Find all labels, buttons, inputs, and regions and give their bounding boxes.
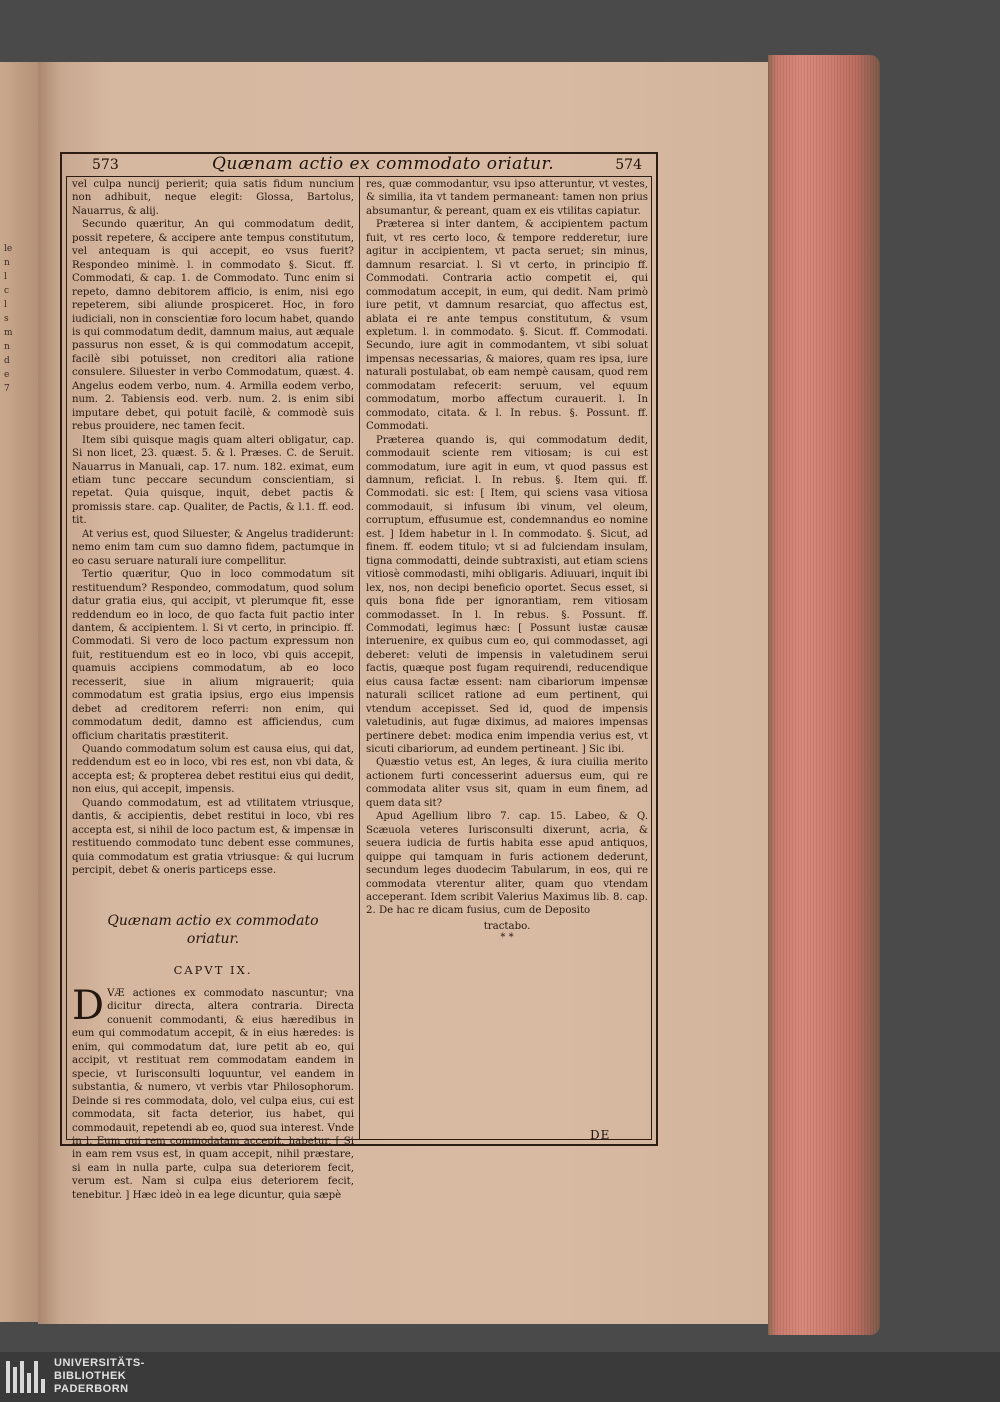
previous-page-text-fragment: le n l c l s m n d e 7 [4,244,13,394]
paragraph: Præterea quando is, qui commodatum dedit, commodauit sciente rem vitiosam; is cui est commodatum, iure agit in eum, vt quod passus est damnum, reficiat. l. In rebus. §. Item qui. ff. Commodati. sic est: [ Item, qui sciens vasa vitiosa commodauit, si infusum ibi vinum, vel oleum, corruptum, effusumue est, condemnandus eo nomine est. ] Idem habetur in l. In commodato. §. Sicut, ad finem. ff. eodem titulo; vt si ad fulciendam insulam, tigna commodatti, deinde subtraxisti, aut etiam sciens vitiosè commodasti, mihi obligaris. Adiuuari, inquit ibi lex, nos, non decipi beneficio oportet. Secus esset, si quis bona fide per ignorantiam, rem vitiosam commodasset. In l. In rebus. §. Possunt. ff. Commodati, legimus hæc: [ Possunt iustæ causæ interuenire, ex quibus cum eo, qui commodasset, agi deberet: veluti de impensis in valetudinem serui factis, quæque post fugam requirendi, reducendique eius causa factæ essent: nam cibariorum impensæ naturali scilicet ratione ad eum pertinent, qui vtendum accepisset. Sed id, quod de impensis valetudinis, aut fugæ diximus, ad maiores impensas pertinere debet: modica enim impendia verius est, vt sicuti cibariorum, ad eundem pertineant. ] Sic ibi. [366,434,648,756]
drop-cap: D [72,983,105,1030]
catchword: DE [590,1128,611,1142]
column-rule [359,176,360,1140]
paragraph: Quæstio vetus est, An leges, & iura ciuilia merito actionem furti concesserint aduersus eum, qui re commodata aliter vsus sit, quam in eum finem, ad quem data sit? [366,757,648,809]
paragraph: Item sibi quisque magis quam alteri obligatur, cap. Si non licet, 23. quæst. 5. & l. Præses. C. de Seruit. Nauarrus in Manuali, cap. 17. num. 182. eximat, eum etiam tunc peccare secundum conscientiam, si repetat. Quia quisque, inquit, debet pactis & promissis stare. cap. Qualiter, de Pactis, & l.1. ff. eod. tit. [72,434,354,527]
running-title: Quænam actio ex commodato oriatur. [212,154,555,174]
chapter-first-paragraph-text: VÆ actiones ex commodato nascuntur; vna dicitur directa, altera contraria. Directa conuenit commodanti, & eius hæredibus in eum qui commodatum accepit, & in eius hæredes: is enim, qui commodatum dat, iure petit ab eo, qui accipit, vt restituat rem commodatam eandem in specie, vt Iurisconsulti loquuntur, vel eandem in substantia, & numero, vt verbis vtar Philosophorum. Deinde si res commodata, dolo, vel culpa eius, cui est commodata, sit facta deterior, ius habet, qui commodauit, repetendi ab eo, quod sua interest. Vnde in l. Eum qui rem commodatam accepit, habetur, [ Si in eam rem vsus est, in quam accepit, nihil præstare, si eam in nulla parte, culpa sua deteriorem fecit, verum est. Nam si culpa eius deteriorem fecit, tenebitur. ] Hæc ideò in ea lege dicuntur, quia sæpè [72,988,354,1201]
logo-line: UNIVERSITÄTS- [54,1357,145,1369]
page-number-right: 574 [615,157,642,173]
chapter-title-line: Quænam actio ex commodato [107,912,319,929]
closing-word: tractabo. [483,920,531,932]
paragraph: Præterea si inter dantem, & accipientem pactum fuit, vt res certo loco, & tempore redderetur, iure agitur in accipientem, vt pacta seruet; sin minus, damnum resarciat. l. Si vt certo, in principio ff. Commodati. Contraria actio competit ei, qui commodatum accepit, in eum, qui dedit. Nam primò iure petit, vt damnum resarciat, quo affectus est, ablata ei re ante tempus constitutum, & vsum expletum. l. in commodato. §. Sicut. ff. Commodati. Secundo, iure agit in commodantem, vt sibi soluat impensas necessarias, & maiores, quam res ipsa, iure naturali postulabat, ob eam nempè causam, quod rem commodatam refecerit: seruum, vel equum commodatum, morbo affectum curauerit. l. In commodato, citata. & l. In rebus. §. Possunt. ff. Commodati. [366,219,648,433]
paragraph: vel culpa nuncij perierit; quia satis fidum nuncium non adhibuit, neque elegit: Glossa, Bartolus, Nauarrus, & alij. [72,179,354,217]
chapter-first-paragraph [72,983,354,1202]
paragraph: At verius est, quod Siluester, & Angelus tradiderunt: nemo enim tam cum suo damno fidem, pactumque in eo casu seruare naturali iure compellitur. [72,528,354,567]
logo-line: PADERBORN [54,1383,129,1395]
text-frame [60,152,658,1201]
ornament-stars: * * [500,932,514,944]
library-logo-icon [6,1361,46,1393]
paragraph: res, quæ commodantur, vsu ipso atteruntur, vt vestes, & similia, ita vt tandem permaneant: tamen non prius absumantur, & pereant, quam ex eis vtilitas capiatur. [366,179,648,217]
chapter-title [72,912,354,948]
library-logo-text [54,1357,145,1396]
page-number-left: 573 [92,157,119,173]
page-header [62,154,656,176]
paragraph: Quando commodatum, est ad vtilitatem vtriusque, dantis, & accipientis, debet restitui in loco, vbi res accepta est, si nihil de loco pactum est, & impensæ in restituendo commodato tunc debent esse communes, quia commodatum est gratia vtriusque: & qui lucrum percipit, debet & oneris particeps esse. [72,797,354,877]
chapter-title-line: oriatur. [186,930,240,947]
paragraph: Secundo quæritur, An qui commodatum dedit, possit repetere, & accipere ante tempus constitutum, vel antequam is qui accepit, eo vsus fuerit? Respondeo minimè. l. in commodato §. Sicut. ff. Commodati, & cap. 1. de Commodato. Tunc enim si repeto, damno debitorem afficio, is enim, nisi ego repeterem, sibi aliunde prospiceret. Hoc, in foro iudiciali, non in conscientiæ foro locum habet, quando is qui commodatum dedit, damnum maius, aut æquale passurus non esset, & is qui commodatum accepit, facilè sibi potuisset, non creditori alia ratione consulere. Siluester in verbo Commodatum, quæst. 4. Angelus eodem verbo, num. 4. Armilla eodem verbo, num. 2. Tabiensis eod. verb. num. 2. is enim sibi imputare debet, qui potuit facilè, & commodè suis rebus prouidere, nec tamen fecit. [72,219,354,433]
paragraph: Apud Agellium libro 7. cap. 15. Labeo, & Q. Scæuola veteres Iurisconsulti dixerunt, acria, & seuera iudicia de furtis habita esse apud antiquos, quippe qui tamquam in furis actionem dederunt, secundum leges duodecim Tabularum, in eos, qui re commodata vterentur aliter, quam quo vtendam acceperant. Idem scribit Valerius Maximus lib. 8. cap. 2. De hac re dicam fusius, cum de Deposito [366,811,648,917]
library-footer [0,1352,1000,1402]
right-column [366,178,648,945]
left-column [72,178,354,1202]
chapter-number: CAPVT IX. [173,962,253,977]
paragraph: Tertio quæritur, Quo in loco commodatum sit restituendum? Respondeo, commodatum, quod solum datur gratia eius, qui accipit, vt plerumque fit, esse reddendum eo in loco, de quo facta fuit pactio inter dantem, & accipientem. l. Si vt certo, in principio. ff. Commodati. Si vero de loco pactum expressum non fuit, restituendum est eo in loco, vbi quis accepit, quamuis accipiens commodatum, ab eo loco recesserit, siue in alium migrauerit; quia commodatum est gratia ipsius, ergo eius impensis debet ad creditorem referri: non enim, qui commodatum dedit, damno est afficiendus, cum officium charitatis præstiterit. [72,569,354,742]
logo-line: BIBLIOTHEK [54,1370,127,1382]
paragraph: Quando commodatum solum est causa eius, qui dat, reddendum est eo in loco, vbi res est, non vbi data, & accepta est; & propterea debet restitui eius qui dedit, non eius, qui accepit, impensis. [72,744,354,796]
previous-page-edge [0,62,42,1322]
book-page-block [768,55,880,1335]
